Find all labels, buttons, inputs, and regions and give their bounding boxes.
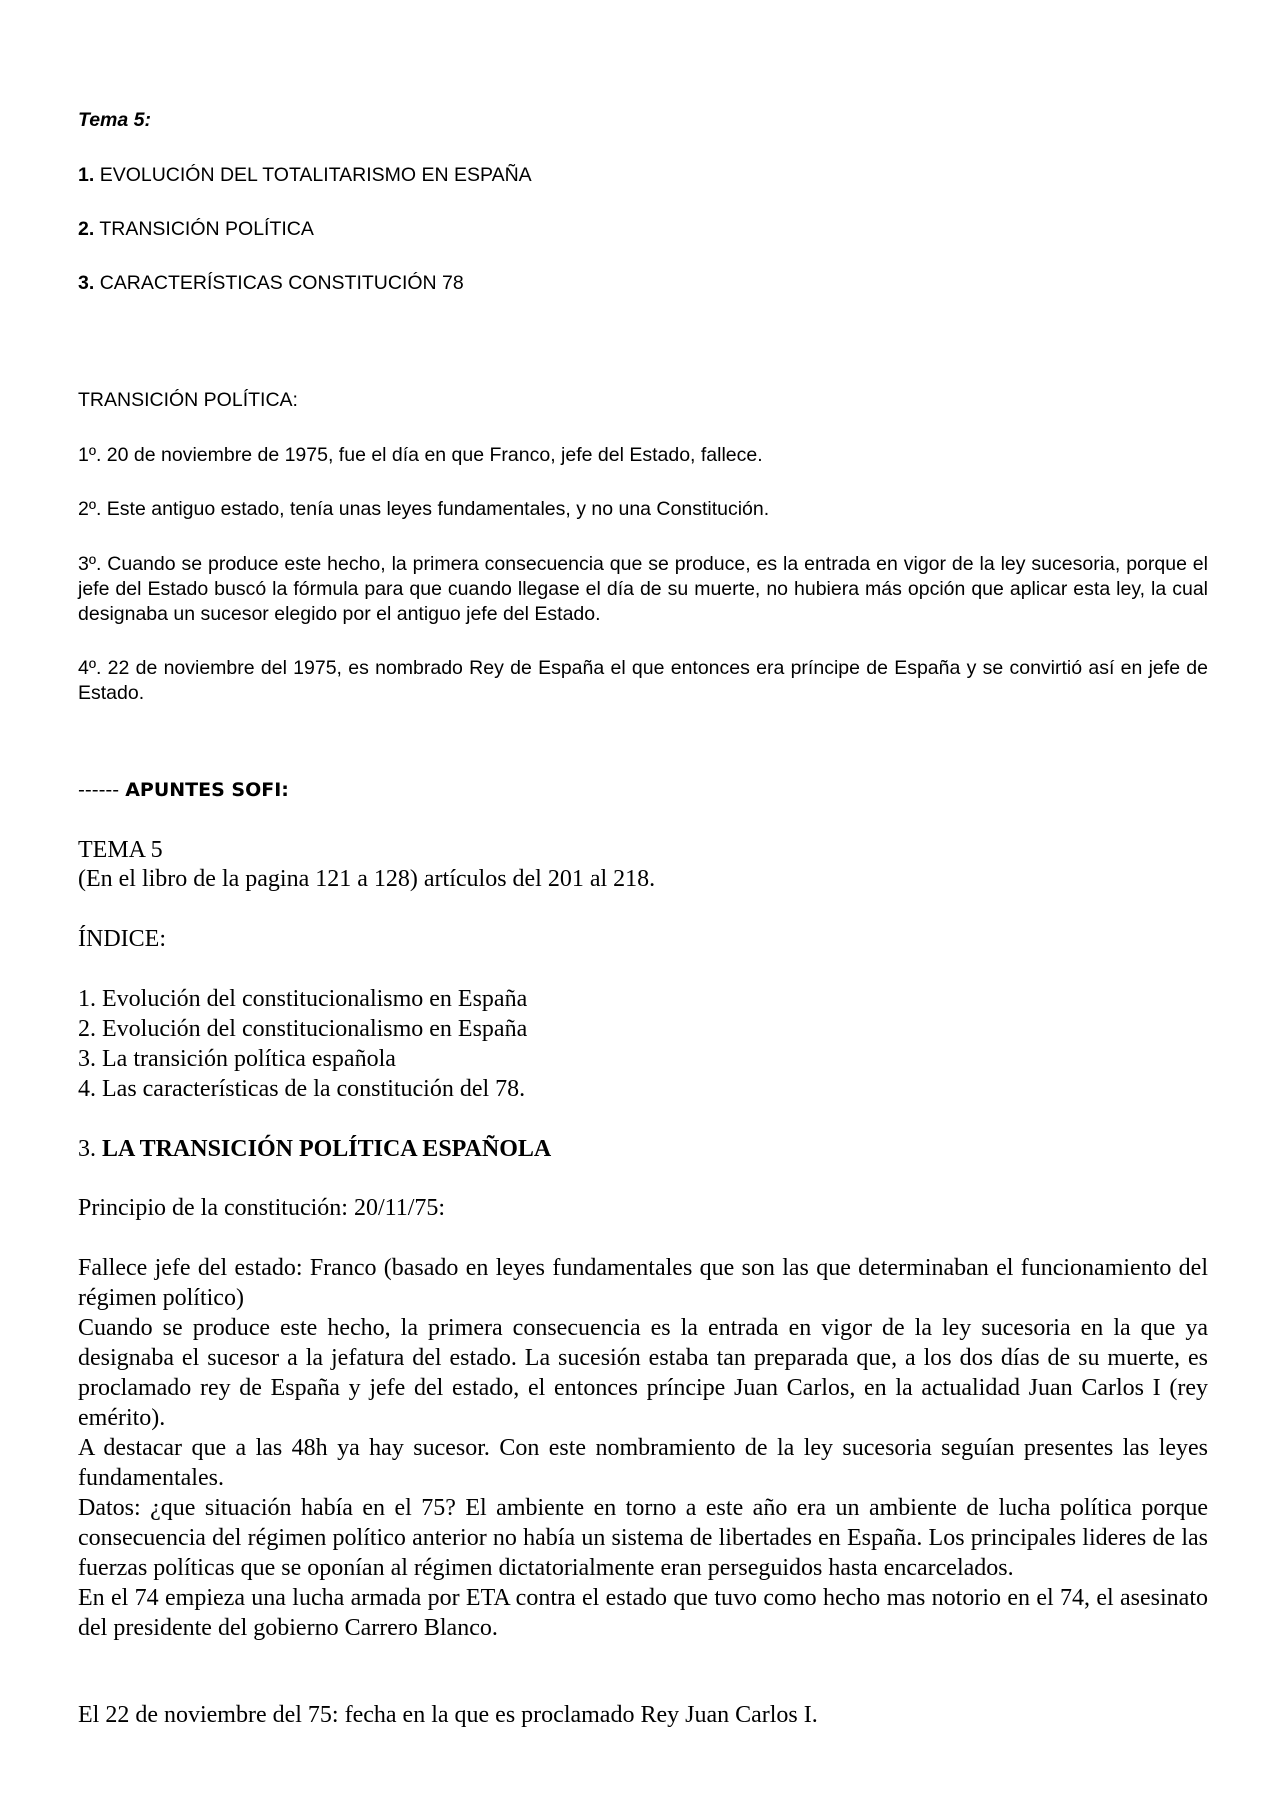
point-4: 4º. 22 de noviembre del 1975, es nombrado Rey de España el que entonces era príncipe de España y se convirtió así en jefe de Estado. [78,657,1208,704]
toc-text: EVOLUCIÓN DEL TOTALITARISMO EN ESPAÑA [99,164,532,186]
point-3: 3º. Cuando se produce este hecho, la primera consecuencia que se produce, es la entrada en vigor de la ley sucesoria, porque el jefe del Estado buscó la fórmula para que cuando llegase el día de su muerte, no hubiera más opción que aplicar esta ley, la cual designaba un sucesor elegido por el antiguo jefe del Estado. [78,553,1208,625]
toc-num: 2. [78,218,95,240]
paragraph: Cuando se produce este hecho, la primera consecuencia es la entrada en vigor de la ley sucesoria en la que ya designaba el sucesor a la jefatura del estado. La sucesión estaba tan preparada que, a los dos días de su muerte, es proclamado rey de España y jefe del estado, el entonces príncipe Juan Carlos, en la actualidad Juan Carlos I (rey emérito). [78,1315,1208,1431]
indice-item-1: 1. Evolución del constitucionalismo en España [78,986,528,1012]
indice-item-4: 4. Las características de la constitución del 78. [78,1076,526,1102]
toc-text: CARACTERÍSTICAS CONSTITUCIÓN 78 [99,272,464,294]
paragraph: En el 74 empieza una lucha armada por ETA contra el estado que tuvo como hecho mas notorio en el 74, el asesinato del presidente del gobierno Carrero Blanco. [78,1585,1208,1641]
libro-reference: (En el libro de la pagina 121 a 128) artículos del 201 al 218. [78,866,656,892]
toc-item-1 [78,163,1208,188]
section-title-text: LA TRANSICIÓN POLÍTICA ESPAÑOLA [102,1136,552,1162]
principio-line: Principio de la constitución: 20/11/75: [78,1195,446,1221]
body-paragraphs [78,1253,1208,1643]
toc-item-3 [78,271,1208,296]
paragraph: Fallece jefe del estado: Franco (basado en leyes fundamentales que son las que determinaban el funcionamiento del régimen político) [78,1255,1208,1311]
divider-dashes: ------ [78,779,120,801]
final-line: El 22 de noviembre del 75: fecha en la que es proclamado Rey Juan Carlos I. [78,1702,818,1728]
toc-num: 3. [78,272,95,294]
toc-item-2 [78,217,1208,242]
section-title [78,1134,1208,1164]
section-number: 3. [78,1136,96,1162]
indice-item-3: 3. La transición política española [78,1046,396,1072]
section-heading: TRANSICIÓN POLÍTICA: [78,389,298,411]
paragraph: Datos: ¿que situación había en el 75? El ambiente en torno a este año era un ambiente de lucha política porque consecuencia del régimen político anterior no había un sistema de libertades en España. Los principales lideres de las fuerzas políticas que se oponían al régimen dictatorialmente eran perseguidos hasta encarcelados. [78,1495,1208,1581]
divider-label: APUNTES SOFI: [125,779,289,801]
apuntes-divider [78,778,1208,803]
toc-num: 1. [78,164,95,186]
point-2: 2º. Este antiguo estado, tenía unas leyes fundamentales, y no una Constitución. [78,498,770,520]
paragraph: A destacar que a las 48h ya hay sucesor. Con este nombramiento de la ley sucesoria seguían presentes las leyes fundamentales. [78,1435,1208,1491]
tema-label-text: Tema 5: [78,109,151,131]
indice-item-2: 2. Evolución del constitucionalismo en España [78,1016,528,1042]
indice-heading: ÍNDICE: [78,926,166,952]
tema-label [78,108,1208,133]
tema-heading: TEMA 5 [78,837,163,863]
point-1: 1º. 20 de noviembre de 1975, fue el día en que Franco, jefe del Estado, fallece. [78,444,763,466]
toc-text: TRANSICIÓN POLÍTICA [99,218,314,240]
